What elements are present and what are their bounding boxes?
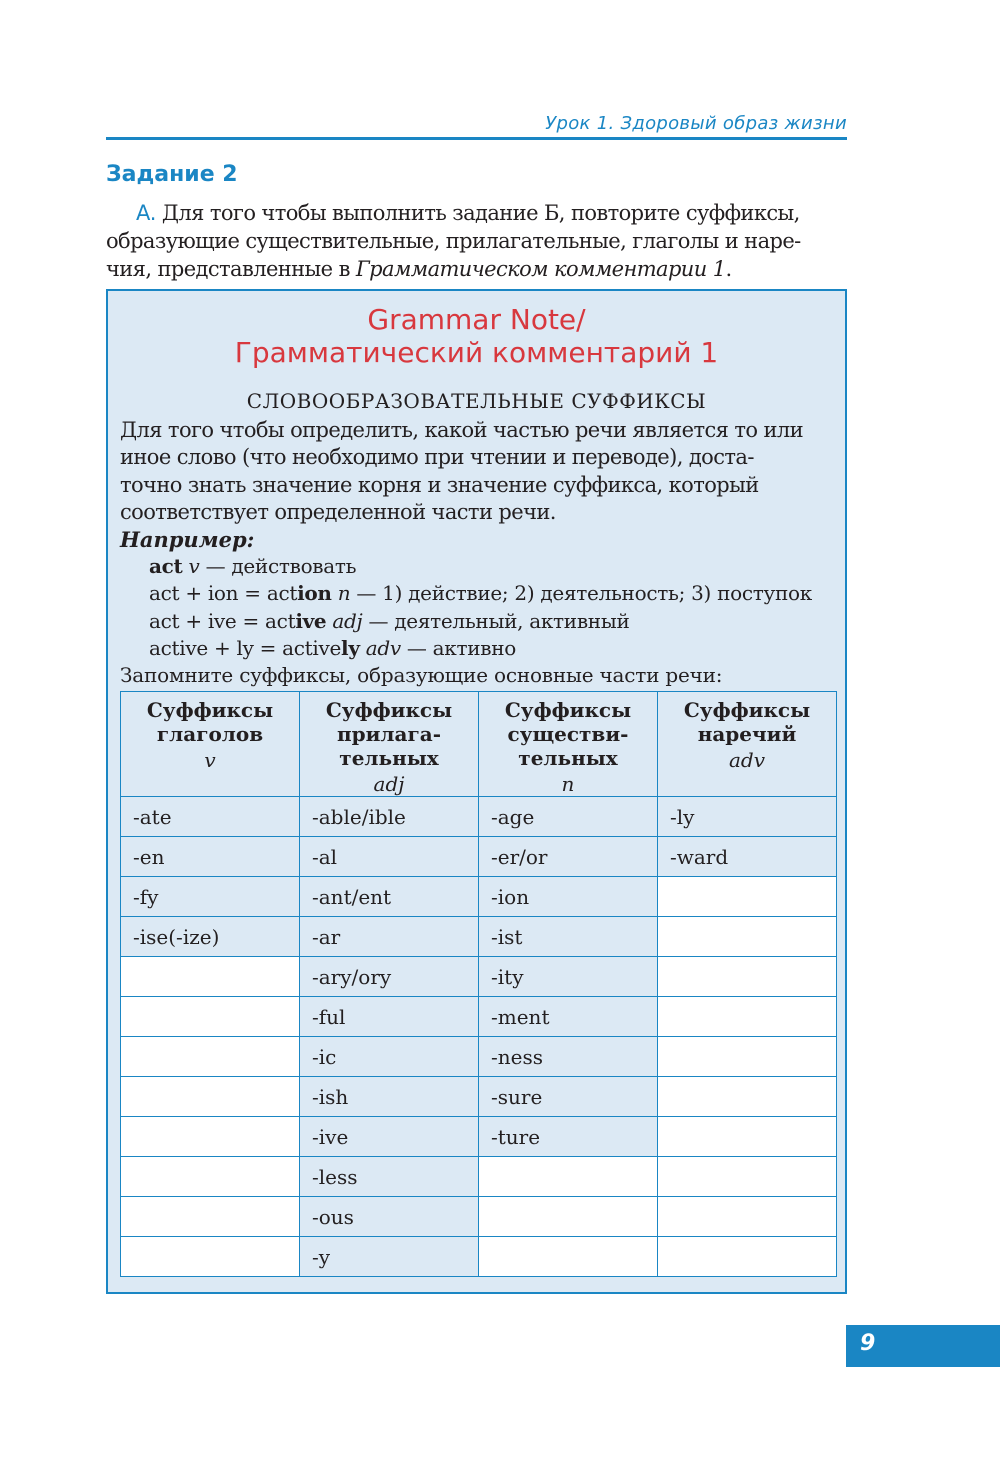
example-meaning: — деятельный, активный — [362, 609, 630, 633]
table-cell — [479, 1237, 658, 1277]
table-cell: -ity — [479, 957, 658, 997]
table-cell: -al — [300, 837, 479, 877]
header-divider — [106, 137, 847, 140]
example-formula: act + ion = act — [149, 581, 298, 605]
task-title: Задание 2 — [106, 162, 238, 187]
table-row — [121, 917, 837, 957]
table-cell: -ness — [479, 1037, 658, 1077]
page-number-badge — [846, 1325, 1000, 1367]
header-title: Суффиксы существи-тельных — [504, 698, 632, 770]
example-suffix: ive — [295, 609, 327, 633]
header-verb-suffixes — [121, 692, 300, 797]
table-row — [121, 1117, 837, 1157]
table-row — [121, 877, 837, 917]
table-cell — [121, 1037, 300, 1077]
example-act — [149, 554, 356, 578]
table-cell — [479, 1197, 658, 1237]
example-suffix: ion — [297, 581, 332, 605]
table-cell: -ic — [300, 1037, 479, 1077]
table-cell: -ment — [479, 997, 658, 1037]
table-cell — [121, 957, 300, 997]
example-actively — [149, 636, 516, 660]
example-word: act — [149, 554, 183, 578]
table-cell: -ion — [479, 877, 658, 917]
intro-paragraph — [106, 199, 847, 283]
table-cell — [658, 877, 837, 917]
table-cell — [479, 1157, 658, 1197]
suffix-table — [120, 691, 837, 1277]
table-cell — [121, 1077, 300, 1117]
header-adjective-suffixes — [300, 692, 479, 797]
table-cell — [658, 997, 837, 1037]
table-row — [121, 1157, 837, 1197]
table-cell — [658, 1157, 837, 1197]
intro-line-3-suffix: . — [725, 257, 732, 281]
example-suffix: ly — [341, 636, 360, 660]
table-cell: -ture — [479, 1117, 658, 1157]
intro-line-1 — [106, 199, 847, 227]
grammar-note-title-ru: Грамматический комментарий 1 — [234, 336, 719, 369]
note-line-2: иное слово (что необходимо при чтении и переводе), доста- — [120, 445, 754, 470]
table-cell — [121, 1197, 300, 1237]
table-cell: -fy — [121, 877, 300, 917]
table-cell — [121, 1117, 300, 1157]
example-meaning: — 1) действие; 2) деятельность; 3) поступок — [350, 581, 812, 605]
table-cell: -ful — [300, 997, 479, 1037]
intro-line-2: образующие существительные, прилагательные, глаголы и наре- — [106, 229, 801, 253]
table-row — [121, 1037, 837, 1077]
note-line-4: соответствует определенной части речи. — [120, 499, 556, 524]
table-cell: -ist — [479, 917, 658, 957]
table-row — [121, 1237, 837, 1277]
note-line-1: Для того чтобы определить, какой частью речи является то или — [120, 418, 804, 442]
table-cell: -ar — [300, 917, 479, 957]
table-cell: -ive — [300, 1117, 479, 1157]
remember-instruction: Запомните суффиксы, образующие основные части речи: — [120, 663, 723, 687]
page-number: 9 — [860, 1331, 876, 1356]
table-header-row — [121, 692, 837, 797]
grammar-note-paragraph — [120, 417, 835, 526]
header-title: Суффиксы наречий — [683, 698, 811, 746]
table-cell — [658, 1197, 837, 1237]
table-cell: -sure — [479, 1077, 658, 1117]
lesson-header-title: Урок 1. Здоровый образ жизни — [545, 113, 847, 134]
header-abbr: adv — [728, 748, 766, 772]
table-cell: -ise(-ize) — [121, 917, 300, 957]
table-cell: -ous — [300, 1197, 479, 1237]
table-row — [121, 997, 837, 1037]
note-line-3: точно знать значение корня и значение суффикса, который — [120, 472, 759, 497]
table-row — [121, 957, 837, 997]
header-title: Суффиксы глаголов — [146, 698, 274, 746]
example-label: Например: — [120, 527, 255, 552]
table-cell — [121, 1237, 300, 1277]
table-cell: -ary/ory — [300, 957, 479, 997]
table-cell — [658, 917, 837, 957]
table-row — [121, 1077, 837, 1117]
table-row — [121, 837, 837, 877]
grammar-note-subheading: СЛОВООБРАЗОВАТЕЛЬНЫЕ СУФФИКСЫ — [246, 389, 707, 413]
table-cell: -less — [300, 1157, 479, 1197]
table-cell: -able/ible — [300, 797, 479, 837]
table-cell — [658, 1117, 837, 1157]
table-cell: -en — [121, 837, 300, 877]
intro-reference: Грамматическом комментарии 1 — [355, 257, 726, 281]
table-cell: -er/or — [479, 837, 658, 877]
table-row — [121, 1197, 837, 1237]
table-cell: -ate — [121, 797, 300, 837]
example-formula: active + ly = active — [149, 636, 342, 660]
table-cell — [658, 1237, 837, 1277]
table-cell: -ly — [658, 797, 837, 837]
example-pos: adv — [365, 636, 401, 660]
header-abbr: adj — [373, 772, 405, 796]
table-cell — [658, 957, 837, 997]
example-active — [149, 609, 629, 633]
table-cell — [658, 1077, 837, 1117]
table-cell — [658, 1037, 837, 1077]
example-pos: v — [188, 554, 200, 578]
header-abbr: n — [561, 772, 575, 796]
table-cell: -y — [300, 1237, 479, 1277]
header-adverb-suffixes — [658, 692, 837, 797]
example-pos: n — [337, 581, 351, 605]
table-cell — [121, 1157, 300, 1197]
grammar-note-title: Grammar Note/ — [367, 303, 586, 336]
table-cell: -age — [479, 797, 658, 837]
table-cell: -ward — [658, 837, 837, 877]
table-cell: -ish — [300, 1077, 479, 1117]
example-action — [149, 581, 812, 605]
example-meaning: — активно — [400, 636, 517, 660]
intro-line-1-text: Для того чтобы выполнить задание Б, повторите суффиксы, — [155, 201, 800, 225]
header-title: Суффиксы прилага-тельных — [325, 698, 453, 770]
intro-marker: А. — [136, 201, 156, 225]
example-meaning: — действовать — [199, 554, 357, 578]
intro-line-3-prefix: чия, представленные в — [106, 257, 356, 281]
suffix-table-body — [121, 797, 837, 1277]
table-cell — [121, 997, 300, 1037]
example-pos: adj — [332, 609, 363, 633]
intro-line-3 — [106, 255, 847, 283]
header-abbr: v — [204, 748, 216, 772]
table-cell: -ant/ent — [300, 877, 479, 917]
table-row — [121, 797, 837, 837]
example-formula: act + ive = act — [149, 609, 296, 633]
grammar-note-box — [106, 289, 847, 1294]
header-noun-suffixes — [479, 692, 658, 797]
